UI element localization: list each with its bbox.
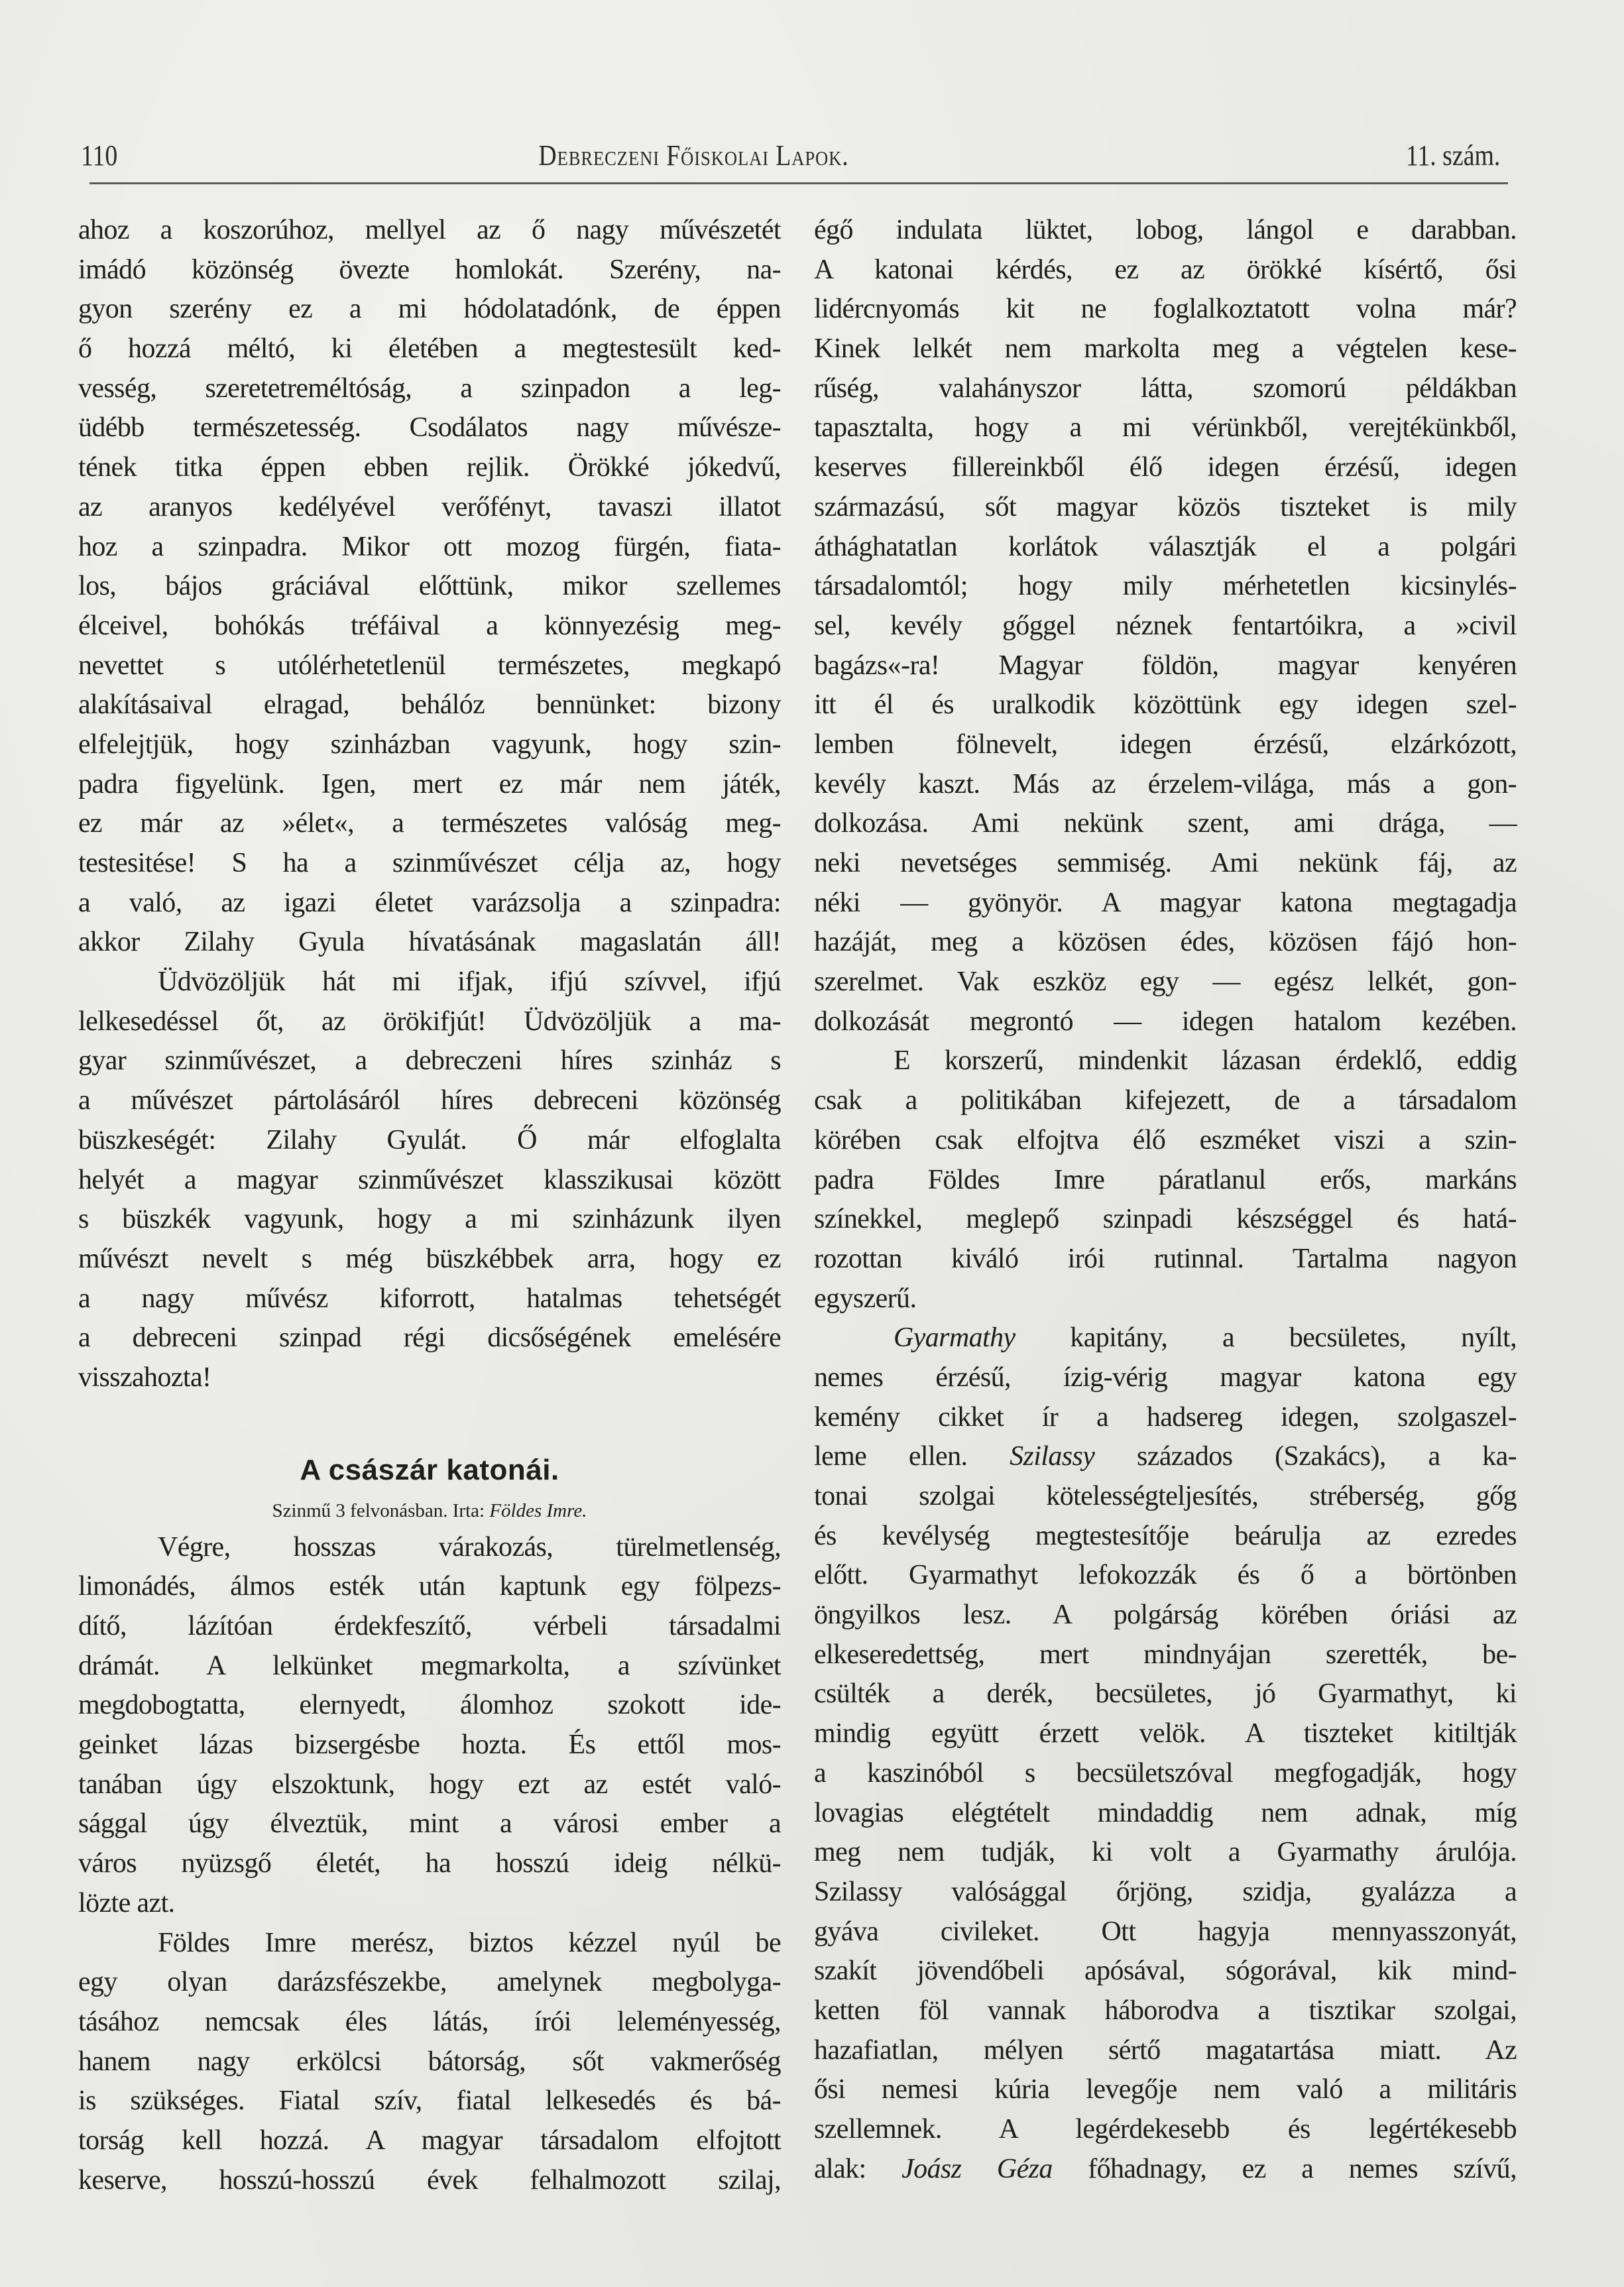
- author-name: Földes Imre.: [489, 1499, 587, 1521]
- paragraph: [814, 211, 1517, 1041]
- text-line: geinket lázas bizsergésbe hozta. És ettől mos-: [78, 1730, 781, 1761]
- text-line: [814, 1437, 1517, 1477]
- text-line: szellemnek. A legérdekesebb és legértékesebb: [814, 2114, 1517, 2144]
- text-line: padra figyelünk. Igen, mert ez már nem játék,: [78, 768, 781, 799]
- article-subtitle: [78, 1494, 781, 1528]
- paragraph: [78, 963, 781, 1398]
- text-line: dítő, lázítóan érdekfeszítő, vérbeli társadalmi: [78, 1611, 781, 1641]
- paragraph: [78, 1528, 781, 1924]
- text-line: elkeseredettség, mert mindnyájan szerették, be-: [814, 1639, 1517, 1670]
- right-column: [814, 211, 1517, 2189]
- text-line: ahoz a koszorúhoz, mellyel az ő nagy művészetét: [78, 215, 781, 245]
- text-line: Kinek lelkét nem markolta meg a végtelen kese-: [814, 333, 1517, 365]
- paragraph: [814, 1319, 1517, 2189]
- text-line: a debreceni szinpad régi dicsőségének emelésére: [78, 1322, 781, 1354]
- text-line: a való, az igazi életet varázsolja a szinpadra:: [78, 887, 781, 918]
- paragraph: [78, 211, 781, 963]
- text-line: limonádés, álmos esték után kaptunk egy fölpezs-: [78, 1571, 781, 1602]
- text-line: meg nem tudják, ki volt a Gyarmathy árulója.: [814, 1837, 1517, 1868]
- text-line: egyszerű.: [814, 1283, 917, 1314]
- text-line: lözte azt.: [78, 1887, 175, 1918]
- text-line: tonai szolgai kötelességteljesítés, stréberség, gőg: [814, 1481, 1517, 1511]
- text-line: ketten föl vannak háborodva a tisztikar szolgai,: [814, 1995, 1517, 2026]
- text-line: körében csak elfojtva élő eszméket viszi a szin-: [814, 1124, 1517, 1155]
- text-line: Végre, hosszas várakozás, türelmetlenség,: [158, 1531, 781, 1562]
- text-line: hoz a szinpadra. Mikor ott mozog fürgén, fiata-: [78, 531, 781, 562]
- text-line: öngyilkos lesz. A polgárság körében óriási az: [814, 1600, 1517, 1631]
- text-line: Üdvözöljük hát mi ifjak, ifjú szívvel, ifjú: [158, 967, 781, 998]
- paragraph: [78, 1924, 781, 2201]
- text-line: kevély kaszt. Más az érzelem-világa, más a gon-: [814, 768, 1517, 799]
- text-line: mindig együtt érzett velök. A tiszteket kitiltják: [814, 1718, 1517, 1749]
- text-line: a kaszinóból s becsületszóval megfogadják, hogy: [814, 1757, 1517, 1789]
- text-line: sággal úgy élveztük, mint a városi ember a: [78, 1808, 781, 1840]
- text-line: bagázs«-ra! Magyar földön, magyar kenyéren: [814, 650, 1517, 681]
- text-line: kemény cikket ír a hadsereg idegen, szolgaszel-: [814, 1401, 1517, 1433]
- text-line: drámát. A lelkünket megmarkolta, a szívünket: [78, 1650, 781, 1681]
- text-line: égő indulata lüktet, lobog, lángol e darabban.: [814, 215, 1517, 245]
- text-line: hazafiatlan, mélyen sértő magatartása miatt. Az: [814, 2034, 1517, 2066]
- text-line: tásához nemcsak éles látás, írói leleményesség,: [78, 2006, 781, 2037]
- text-line: A katonai kérdés, ez az örökké kísértő, ősi: [814, 254, 1517, 285]
- text-line: tanában úgy elszoktunk, hogy ezt az estét való-: [78, 1769, 781, 1800]
- text-line: művészt nevelt s még büszkébbek arra, hogy ez: [78, 1243, 781, 1274]
- text-line: színekkel, meglepő szinpadi készséggel és hatá-: [814, 1204, 1517, 1235]
- text-line: élceivel, bohókás tréfáival a könnyezésig meg-: [78, 610, 781, 641]
- text-line: akkor Zilahy Gyula hívatásának magaslatán áll!: [78, 927, 781, 958]
- text-line: tének titka éppen ebben rejlik. Örökké jókedvű,: [78, 452, 781, 483]
- running-head: [81, 136, 1501, 176]
- text-line: rozottan kiváló irói rutinnal. Tartalma nagyon: [814, 1243, 1517, 1274]
- text-line: Szilassy valósággal őrjöng, szidja, gyalázza a: [814, 1876, 1517, 1907]
- text-line: testesitése! S ha a szinművészet célja az, hogy: [78, 848, 781, 878]
- journal-title: Debreczeni Főiskolai Lapok.: [538, 139, 849, 172]
- character-name: Gyarmathy: [894, 1322, 1015, 1354]
- text-line: néki — gyönyör. A magyar katona megtagadja: [814, 887, 1517, 918]
- text-line: keserve, hosszú-hosszú évek felhalmozott szilaj,: [78, 2164, 781, 2196]
- text-line: alakításaival elragad, behálóz bennünket: bizony: [78, 689, 781, 721]
- text-line: torság kell hozzá. A magyar társadalom elfojtott: [78, 2125, 781, 2156]
- text-line: E korszerű, mindenkit lázasan érdeklő, eddig: [894, 1045, 1517, 1077]
- text-line: nemes érzésű, ízig-vérig magyar katona egy: [814, 1362, 1517, 1393]
- text-line: város nyüzsgő életét, ha hosszú ideig nélkü-: [78, 1848, 781, 1879]
- text-line: imádó közönség övezte homlokát. Szerény, na-: [78, 254, 781, 285]
- text-line: lidércnyomás kit ne foglalkoztatott volna már?: [814, 294, 1517, 325]
- text-line: neki nevetséges semmiség. Ami nekünk fáj, az: [814, 848, 1517, 878]
- text-line: gyáva civileket. Ott hagyja mennyasszonyát,: [814, 1916, 1517, 1947]
- text-line: szerelmet. Vak eszköz egy — egész lelkét, gon-: [814, 967, 1517, 998]
- text-line: elfelejtjük, hogy szinházban vagyunk, hogy szin-: [78, 729, 781, 760]
- text-line: Földes Imre merész, biztos kézzel nyúl be: [158, 1927, 781, 1958]
- text-line: lemben fölnevelt, idegen érzésű, elzárkózott,: [814, 729, 1517, 760]
- text-line: sel, kevély gőggel néznek fentartóikra, a »civil: [814, 610, 1517, 641]
- left-column: [78, 211, 781, 2200]
- text-line: az aranyos kedélyével verőfényt, tavaszi illatot: [78, 491, 781, 522]
- text-line: padra Földes Imre páratlanul erős, markáns: [814, 1164, 1517, 1195]
- text-line: [814, 1319, 1517, 1358]
- text-line: vesség, szeretetreméltóság, a szinpadon a leg-: [78, 373, 781, 404]
- text-line: szakít jövendőbeli apósával, sógorával, kik mind-: [814, 1956, 1517, 1987]
- text-line: nevettet s utólérhetetlenül természetes, megkapó: [78, 650, 781, 681]
- text-line: ő hozzá méltó, ki életében a megtestesült ked-: [78, 333, 781, 365]
- text-line: csak a politikában kifejezett, de a társadalom: [814, 1085, 1517, 1116]
- text-line: itt él és uralkodik közöttünk egy idegen szel-: [814, 689, 1517, 721]
- text-line: dolkozását megrontó — idegen hatalom kezében.: [814, 1006, 1517, 1037]
- text-line: és kevélység megtestesítője beárulja az ezredes: [814, 1520, 1517, 1551]
- text-line: tapasztalta, hogy a mi vérünkből, verejtékünkből,: [814, 412, 1517, 443]
- text-line: áthághatatlan korlátok választják el a polgári: [814, 531, 1517, 562]
- issue-number: 11. szám.: [1405, 139, 1501, 172]
- character-name: Szilassy: [1010, 1441, 1095, 1472]
- text-line: társadalomtól; hogy mily mérhetetlen kicsinylés-: [814, 571, 1517, 602]
- line-text: főhadnagy, ez a nemes szívű,: [1052, 2153, 1517, 2184]
- line-text: alak:: [814, 2153, 902, 2184]
- text-line: los, bájos gráciával előttünk, mikor szellemes: [78, 571, 781, 602]
- text-line: [814, 2150, 1517, 2190]
- header-rule: [89, 182, 1508, 184]
- line-text: százados (Szakács), a ka-: [1094, 1441, 1517, 1472]
- character-name: Joász Géza: [901, 2153, 1053, 2184]
- text-line: dolkozása. Ami nekünk szent, ami drága, —: [814, 808, 1517, 839]
- page-number: 110: [81, 139, 118, 172]
- text-line: büszkeségét: Zilahy Gyulát. Ő már elfoglalta: [78, 1124, 781, 1155]
- text-line: egy olyan darázsfészekbe, amelynek megbolyga-: [78, 1967, 781, 1998]
- text-line: hanem nagy erkölcsi bátorság, sőt vakmerőség: [78, 2046, 781, 2077]
- text-line: rűség, valahányszor látta, szomorú példákban: [814, 373, 1517, 404]
- text-line: helyét a magyar szinművészet klasszikusai között: [78, 1164, 781, 1195]
- text-line: lelkesedéssel őt, az örökifjút! Üdvözöljük a ma-: [78, 1006, 781, 1037]
- text-line: gyon szerény ez a mi hódolatadónk, de éppen: [78, 294, 781, 325]
- paragraph: [814, 1041, 1517, 1319]
- text-line: s büszkék vagyunk, hogy a mi szinházunk ilyen: [78, 1204, 781, 1235]
- text-line: származású, sőt magyar közös tiszteket is mily: [814, 491, 1517, 522]
- article-title: A császár katonái.: [300, 1453, 559, 1486]
- line-text: kapitány, a becsületes, nyílt,: [1015, 1322, 1517, 1354]
- text-line: visszahozta!: [78, 1362, 211, 1393]
- text-line: a nagy művész kiforrott, hatalmas tehetségét: [78, 1283, 781, 1314]
- text-line: üdébb természetesség. Csodálatos nagy művésze-: [78, 412, 781, 443]
- text-line: megdobogtatta, elernyedt, álomhoz szokott ide-: [78, 1690, 781, 1721]
- text-line: keserves fillereinkből élő idegen érzésű, idegen: [814, 452, 1517, 483]
- text-line: ősi nemesi kúria levegője nem való a militáris: [814, 2074, 1517, 2105]
- text-line: ez már az »élet«, a természetes valóság meg-: [78, 808, 781, 839]
- text-line: is szükséges. Fiatal szív, fiatal lelkesedés és bá-: [78, 2085, 781, 2117]
- text-line: csülték a derék, becsületes, jó Gyarmathyt, ki: [814, 1678, 1517, 1710]
- text-line: a művészet pártolásáról híres debreceni közönség: [78, 1085, 781, 1116]
- text-line: gyar szinművészet, a debreczeni híres szinház s: [78, 1045, 781, 1077]
- subtitle-text: Szinmű 3 felvonásban. Irta:: [272, 1499, 490, 1521]
- line-text: leme ellen.: [814, 1441, 1010, 1472]
- text-line: előtt. Gyarmathyt lefokozzák és ő a börtönben: [814, 1560, 1517, 1591]
- text-line: hazáját, meg a közösen édes, közösen fájó hon-: [814, 927, 1517, 958]
- text-line: lovagias elégtételt mindaddig nem adnak, míg: [814, 1797, 1517, 1828]
- paragraph-lines: [814, 1477, 1517, 2150]
